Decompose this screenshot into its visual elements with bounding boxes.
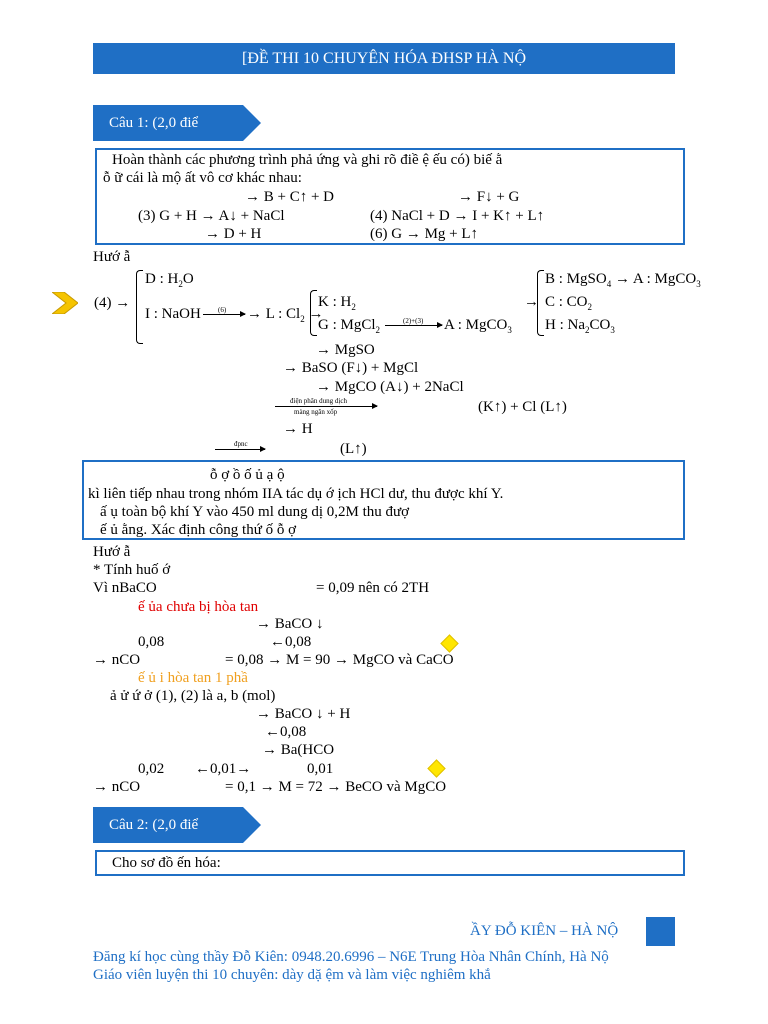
- q1b-line1: ỗ ợ ồ ố ủ ạ ộ: [210, 467, 285, 483]
- diagram-c: C : $CO_2$: [545, 294, 593, 312]
- reaction-2: → BaSO (F↓) + MgCl: [283, 360, 419, 376]
- header-title: [ĐỀ THI 10 CHUYÊN HÓA ĐHSP HÀ NỘ: [242, 50, 526, 67]
- q2-text: Cho sơ đồ ến hóa:: [112, 855, 221, 871]
- reaction-4-condition-bottom: màng ngăn xốp: [294, 408, 338, 416]
- q1b-line3: ấ ụ toàn bộ khí Y vào 450 ml dung dị 0,2M thu đượ: [100, 504, 410, 520]
- reaction-6-arrow: [215, 449, 265, 450]
- q1b-line4: ế ủ ằng. Xác định công thứ ố ỗ ợ: [100, 522, 297, 538]
- q1-eq1: → B + C↑ + D: [245, 189, 335, 205]
- brace-1: [136, 270, 143, 344]
- header-banner: [93, 43, 675, 74]
- q1-guide: Hướ ẫ: [93, 249, 131, 265]
- case-1-eq: → BaCO ↓: [256, 616, 324, 632]
- brace-3: [537, 270, 544, 336]
- reaction-1: → MgSO: [316, 342, 375, 358]
- diagram-a: A : MgCO$_3$: [444, 317, 512, 335]
- diagram-h: H : $Na_2CO_3$: [545, 317, 615, 335]
- reaction-4: (K↑) + Cl (L↑): [478, 399, 567, 415]
- chevron-marker-icon: [52, 292, 78, 314]
- diagram-i: I : NaOH: [145, 306, 201, 322]
- q1-line2: ỗ ữ cái là mộ ất vô cơ khác nhau:: [103, 170, 302, 186]
- q1-eq6: (6) G → Mg + L↑: [370, 226, 479, 242]
- arrow-6-label: (6): [218, 306, 227, 314]
- q1-eq5: → D + H: [205, 226, 262, 242]
- case-1-result2: = 0,08 → M = 90 → MgCO và CaCO: [225, 652, 454, 668]
- diagram-k: K : $H_2$: [318, 294, 356, 312]
- case-2-result: → nCO: [93, 779, 141, 795]
- q1-line1: Hoàn thành các phương trình phả ứng và ghi rõ điề ệ ếu có) biế ằ: [112, 152, 503, 168]
- case-2-n2b: ←0,01→: [195, 761, 252, 777]
- q1b-line2: kì liên tiếp nhau trong nhóm IIA tác dụ ớ ịch HCl dư, thu được khí Y.: [88, 486, 504, 502]
- q1-eq3: (3) G + H → A↓ + NaCl: [138, 208, 285, 224]
- diagram-l: → L : $Cl_2$ →: [247, 306, 324, 324]
- reaction-5: → H: [283, 421, 313, 437]
- case-1-n2: ←0,08: [270, 634, 312, 650]
- case-1-n1: 0,08: [138, 634, 165, 650]
- q1b-guide: Hướ ẫ: [93, 544, 131, 560]
- case-1-result: → nCO: [93, 652, 141, 668]
- reaction-6: (L↑): [340, 441, 367, 457]
- diagram-b: B : MgSO$_4$ → A : MgCO$_3$: [545, 271, 701, 289]
- reaction-4-condition-top: điện phân dung dịch: [290, 397, 347, 405]
- case-2-assume: ả ử ứ ở (1), (2) là a, b (mol): [110, 688, 276, 704]
- q1-eq4: (4) NaCl + D → I + K↑ + L↑: [370, 208, 545, 224]
- case-2-result2: = 0,1 → M = 72 → BeCO và MgCO: [225, 779, 447, 795]
- q1-eq2: → F↓ + G: [458, 189, 520, 205]
- reaction-4-arrow: [275, 406, 377, 407]
- case-2-n2a: 0,02: [138, 761, 165, 777]
- brace-2: [310, 290, 317, 336]
- case-1-title: ế ủa chưa bị hòa tan: [138, 599, 259, 615]
- case-2-title: ế ủ i hòa tan 1 phầ: [138, 670, 248, 686]
- q1b-vi: Vì nBaCO: [93, 580, 157, 596]
- case-2-n1: ←0,08: [265, 724, 307, 740]
- diagram-g: G : MgCl$_2$: [318, 317, 381, 335]
- diagram-right-arrow: →: [524, 294, 539, 310]
- diagram-d: D : $H_2O$: [145, 271, 194, 289]
- case-2-n2c: 0,01: [307, 761, 334, 777]
- footer-line2: Giáo viên luyện thi 10 chuyên: dày dặ ệm và làm việc nghiêm khắ: [93, 967, 491, 983]
- q1b-vi2: = 0,09 nên có 2TH: [316, 580, 430, 596]
- marker-diamond-icon-2: [427, 759, 445, 777]
- arrow-6: [203, 314, 245, 315]
- q1b-star: * Tính huố ớ: [93, 562, 171, 578]
- arrow-2-3: [385, 325, 442, 326]
- footer-line1: Đăng kí học cùng thầy Đỗ Kiên: 0948.20.6996 – N6E Trung Hòa Nhân Chính, Hà Nộ: [93, 949, 609, 965]
- diagram-start: (4) →: [94, 295, 131, 311]
- case-2-eq1: → BaCO ↓ + H: [256, 706, 351, 722]
- case-2-eq2: → Ba(HCO: [262, 742, 335, 758]
- footer-teacher: ẦY ĐỖ KIÊN – HÀ NỘ: [470, 923, 619, 939]
- reaction-6-condition: đpnc: [234, 440, 248, 448]
- footer-corner-block: [646, 917, 675, 946]
- marker-diamond-icon: [440, 634, 458, 652]
- reaction-3: → MgCO (A↓) + 2NaCl: [316, 379, 464, 395]
- arrow-2-3-label: (2)+(3): [403, 317, 424, 325]
